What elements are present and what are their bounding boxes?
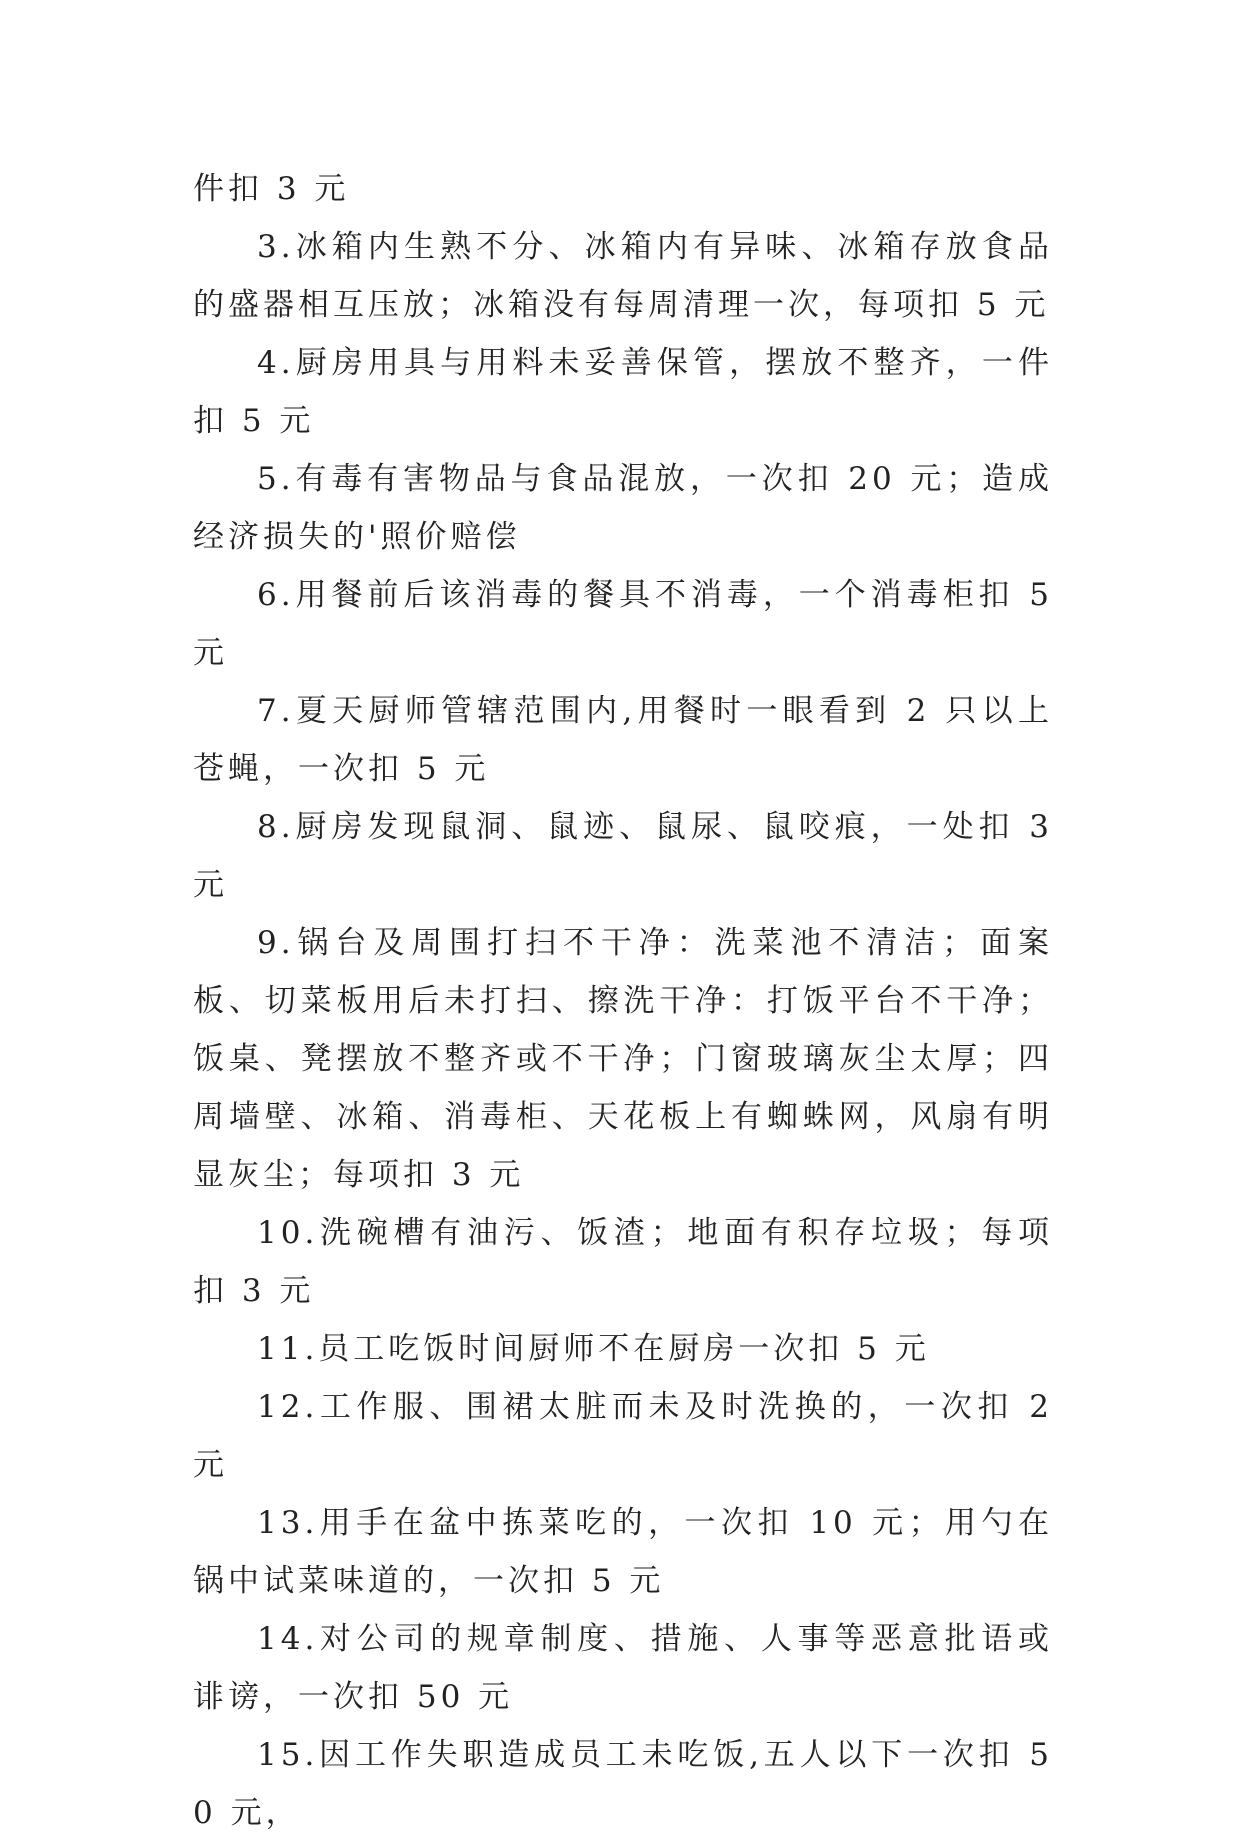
paragraph-continuation: 件扣 3 元	[193, 171, 350, 207]
rule-item-8: 8.厨房发现鼠洞、鼠迹、鼠尿、鼠咬痕，一处扣 3 元	[193, 809, 1053, 903]
rule-item-13: 13.用手在盆中拣菜吃的，一次扣 10 元；用勺在锅中试菜味道的，一次扣 5 元	[193, 1505, 1053, 1599]
rule-item-3: 3.冰箱内生熟不分、冰箱内有异味、冰箱存放食品的盛器相互压放；冰箱没有每周清理一次，每项扣 5 元	[193, 229, 1053, 323]
rule-item-12: 12.工作服、围裙太脏而未及时洗换的，一次扣 2 元	[193, 1389, 1053, 1483]
rule-item-5: 5.有毒有害物品与食品混放，一次扣 20 元；造成经济损失的'照价赔偿	[193, 461, 1053, 555]
document-body	[193, 160, 1053, 1842]
rule-item-11: 11.员工吃饭时间厨师不在厨房一次扣 5 元	[257, 1331, 930, 1367]
rule-item-15: 15.因工作失职造成员工未吃饭,五人以下一次扣 50 元，	[193, 1737, 1053, 1831]
rule-item-4: 4.厨房用具与用料未妥善保管，摆放不整齐，一件扣 5 元	[193, 345, 1053, 439]
rule-item-9: 9.锅台及周围打扫不干净：洗菜池不清洁；面案板、切菜板用后未打扫、擦洗干净：打饭平台不干净；饭桌、凳摆放不整齐或不干净；门窗玻璃灰尘太厚；四周墙壁、冰箱、消毒柜、天花板上有蜘蛛网，风扇有明显灰尘；每项扣 3 元	[193, 925, 1053, 1193]
rule-item-6: 6.用餐前后该消毒的餐具不消毒，一个消毒柜扣 5 元	[193, 577, 1053, 671]
rule-item-10: 10.洗碗槽有油污、饭渣；地面有积存垃圾；每项扣 3 元	[193, 1215, 1053, 1309]
rule-item-7: 7.夏天厨师管辖范围内,用餐时一眼看到 2 只以上苍蝇，一次扣 5 元	[193, 693, 1053, 787]
rule-item-14: 14.对公司的规章制度、措施、人事等恶意批语或诽谤，一次扣 50 元	[193, 1621, 1053, 1715]
